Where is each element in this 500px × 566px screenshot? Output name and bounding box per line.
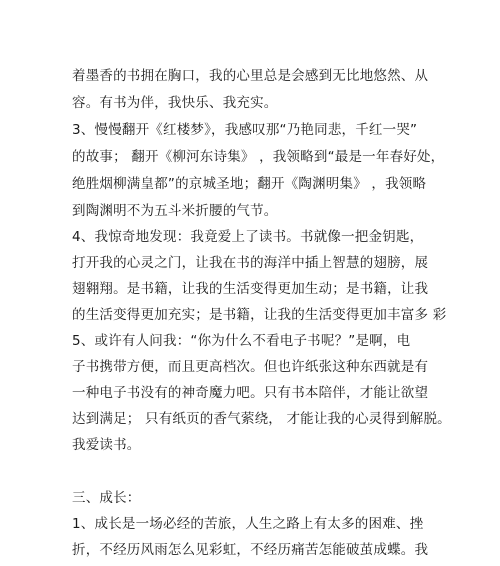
text-line: 子书携带方便，而且更高档次。但也许纸张这种东西就是有 bbox=[72, 359, 429, 375]
section-heading: 三、成长： bbox=[72, 490, 141, 506]
text-line: 的生活变得更加充实；是书籍，让我的生活变得更加丰富多 彩 bbox=[72, 307, 447, 323]
text-line: 翅翱翔。是书籍，让我的生活变得更加生动；是书籍，让我 bbox=[72, 281, 429, 297]
text-line: 4、我惊奇地发现：我竟爱上了读书。书就像一把金钥匙， bbox=[72, 229, 424, 245]
text-line: 折，不经历风雨怎么见彩虹，不经历痛苦怎能破茧成蝶。我 bbox=[72, 542, 429, 558]
text-line: 到陶渊明不为五斗米折腰的气节。 bbox=[72, 203, 278, 219]
text-line: 达到满足； 只有纸页的香气萦绕， 才能让我的心灵得到解脱。 bbox=[72, 411, 451, 427]
text-line: 一种电子书没有的神奇魔力吧。只有书本陪伴，才能让欲望 bbox=[72, 385, 429, 401]
text-line: 的故事； 翻开《柳河东诗集》 ，我领略到“最是一年春好处， bbox=[72, 149, 445, 165]
text-line: 5、或许有人问我：“你为什么不看电子书呢？”是啊，电 bbox=[72, 333, 411, 349]
text-line: 绝胜烟柳满皇都”的京城圣地；翻开《陶渊明集》 ，我领略 bbox=[72, 176, 427, 192]
text-line: 打开我的心灵之门，让我在书的海洋中插上智慧的翅膀，展 bbox=[72, 255, 429, 271]
text-line: 1、成长是一场必经的苦旅，人生之路上有太多的困难、挫 bbox=[72, 516, 424, 532]
text-line: 容。有书为伴，我快乐、我充实。 bbox=[72, 95, 278, 111]
text-line: 3、慢慢翻开《红楼梦》，我感叹那“乃艳同悲，千红一哭” bbox=[72, 122, 418, 138]
text-line: 我爱读书。 bbox=[72, 437, 141, 453]
text-line: 着墨香的书拥在胸口，我的心里总是会感到无比地悠然、从 bbox=[72, 68, 429, 84]
